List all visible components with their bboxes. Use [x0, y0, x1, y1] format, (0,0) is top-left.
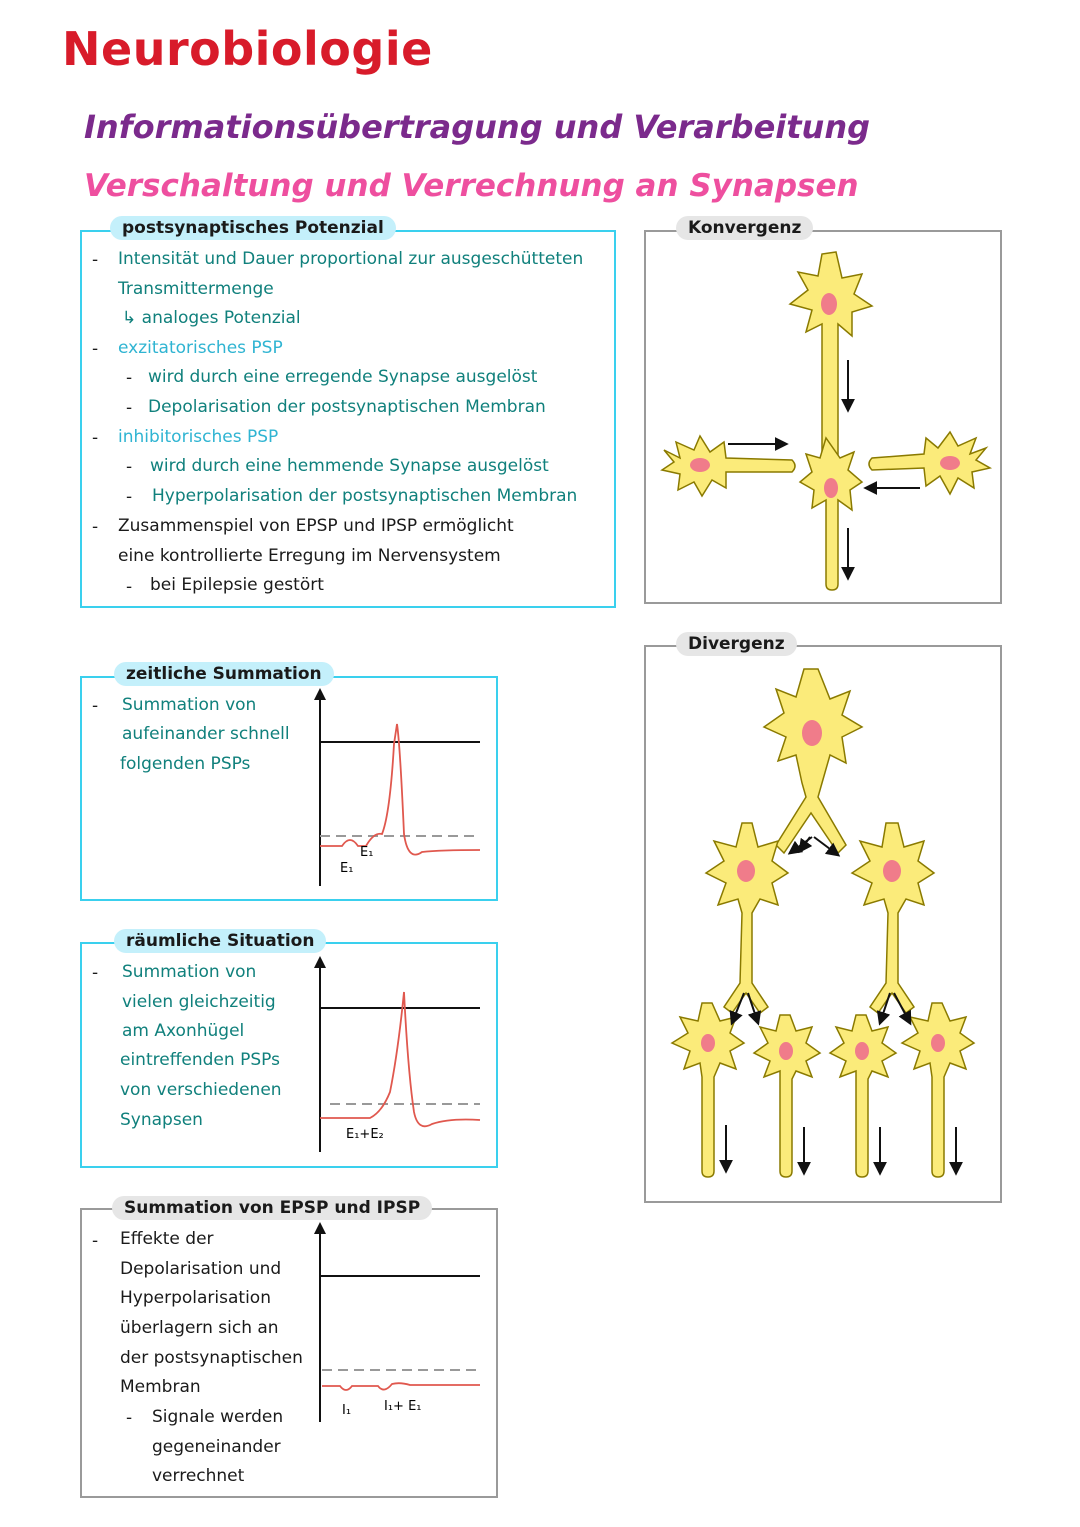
- psp-line-1: Intensität und Dauer proportional zur ausgeschütteten: [118, 249, 584, 269]
- psp-line-4: exzitatorisches PSP: [118, 338, 283, 358]
- epsp-ipsp-line-9: verrechnet: [152, 1466, 245, 1486]
- neuron-center: [800, 438, 862, 590]
- epsp-ipsp-line-3: Hyperpolarisation: [120, 1288, 271, 1308]
- psp-line-10: Zusammenspiel von EPSP und IPSP ermöglicht: [118, 516, 514, 536]
- psp-line-2: Transmittermenge: [118, 279, 274, 299]
- epsp-ipsp-line-2: Depolarisation und: [120, 1259, 282, 1279]
- neuron-top: [790, 252, 872, 470]
- neuron-bottom-2: [754, 1015, 820, 1177]
- bullet: -: [126, 398, 133, 418]
- zeitlich-label: zeitliche Summation: [114, 662, 334, 686]
- bullet: -: [126, 1408, 133, 1428]
- epsp-ipsp-line-5: der postsynaptischen: [120, 1348, 303, 1368]
- neuron-bottom-1: [672, 1003, 744, 1177]
- e1b-label: E₁: [360, 845, 374, 860]
- psp-line-7: inhibitorisches PSP: [118, 427, 279, 447]
- i1e1-label: I₁+ E₁: [384, 1399, 422, 1414]
- epsp-ipsp-line-6: Membran: [120, 1377, 201, 1397]
- divergenz-label: Divergenz: [676, 632, 797, 656]
- neuron-mid-left: [706, 823, 788, 1013]
- psp-line-11: eine kontrollierte Erregung im Nervensystem: [118, 546, 501, 566]
- raeumlich-line-6: Synapsen: [120, 1110, 203, 1130]
- zeitlich-line-2: aufeinander schnell: [122, 724, 290, 744]
- page-title: Neurobiologie: [62, 22, 433, 76]
- epsp-ipsp-line-1: Effekte der: [120, 1229, 214, 1249]
- raeumlich-line-3: am Axonhügel: [122, 1021, 245, 1041]
- raeumlich-line-5: von verschiedenen: [120, 1080, 282, 1100]
- neuron-right: [869, 432, 990, 494]
- bullet: -: [126, 577, 133, 597]
- epsp-ipsp-line-8: gegeneinander: [152, 1437, 281, 1457]
- bullet: -: [92, 963, 99, 983]
- bullet: -: [92, 696, 99, 716]
- section-title: Verschaltung und Verrechnung an Synapsen: [84, 168, 859, 204]
- bullet: -: [92, 517, 99, 537]
- psp-line-6: Depolarisation der postsynaptischen Membran: [148, 397, 546, 417]
- neuron-top: [764, 669, 862, 853]
- neuron-mid-right: [852, 823, 934, 1013]
- neuron-bottom-4: [902, 1003, 974, 1177]
- bullet: -: [126, 457, 133, 477]
- bullet: -: [92, 428, 99, 448]
- raeumlich-line-1: Summation von: [122, 962, 257, 982]
- epsp-ipsp-line-7: Signale werden: [152, 1407, 284, 1427]
- bullet: -: [92, 250, 99, 270]
- psp-line-5: wird durch eine erregende Synapse ausgelöst: [148, 367, 538, 387]
- bullet: -: [92, 1231, 99, 1251]
- bullet: -: [126, 368, 133, 388]
- zeitlich-graph: [300, 684, 490, 894]
- konvergenz-diagram: [646, 232, 1000, 602]
- neuron-bottom-3: [830, 1015, 896, 1177]
- i1-label: I₁: [342, 1403, 352, 1418]
- raeumlich-line-4: eintreffenden PSPs: [120, 1050, 280, 1070]
- epsp-ipsp-label: Summation von EPSP und IPSP: [112, 1196, 432, 1220]
- e1-label: E₁: [340, 861, 354, 876]
- konvergenz-label: Konvergenz: [676, 216, 813, 240]
- e1e2-label: E₁+E₂: [346, 1127, 384, 1142]
- subtitle: Informationsübertragung und Verarbeitung: [84, 108, 870, 146]
- psp-line-9: Hyperpolarisation der postsynaptischen Membran: [152, 486, 578, 506]
- bullet: -: [92, 339, 99, 359]
- psp-line-8: wird durch eine hemmende Synapse ausgelöst: [150, 456, 549, 476]
- divergenz-diagram: [646, 647, 1000, 1201]
- psp-line-3: ↳ analoges Potenzial: [122, 308, 301, 328]
- psp-label: postsynaptisches Potenzial: [110, 216, 396, 240]
- zeitlich-line-3: folgenden PSPs: [120, 754, 251, 774]
- epsp-ipsp-graph: [300, 1218, 490, 1428]
- zeitlich-line-1: Summation von: [122, 695, 257, 715]
- psp-line-12: bei Epilepsie gestört: [150, 575, 324, 595]
- epsp-ipsp-line-4: überlagern sich an: [120, 1318, 279, 1338]
- raeumlich-label: räumliche Situation: [114, 929, 326, 953]
- raeumlich-graph: [300, 952, 490, 1157]
- bullet: -: [126, 487, 133, 507]
- raeumlich-line-2: vielen gleichzeitig: [122, 992, 276, 1012]
